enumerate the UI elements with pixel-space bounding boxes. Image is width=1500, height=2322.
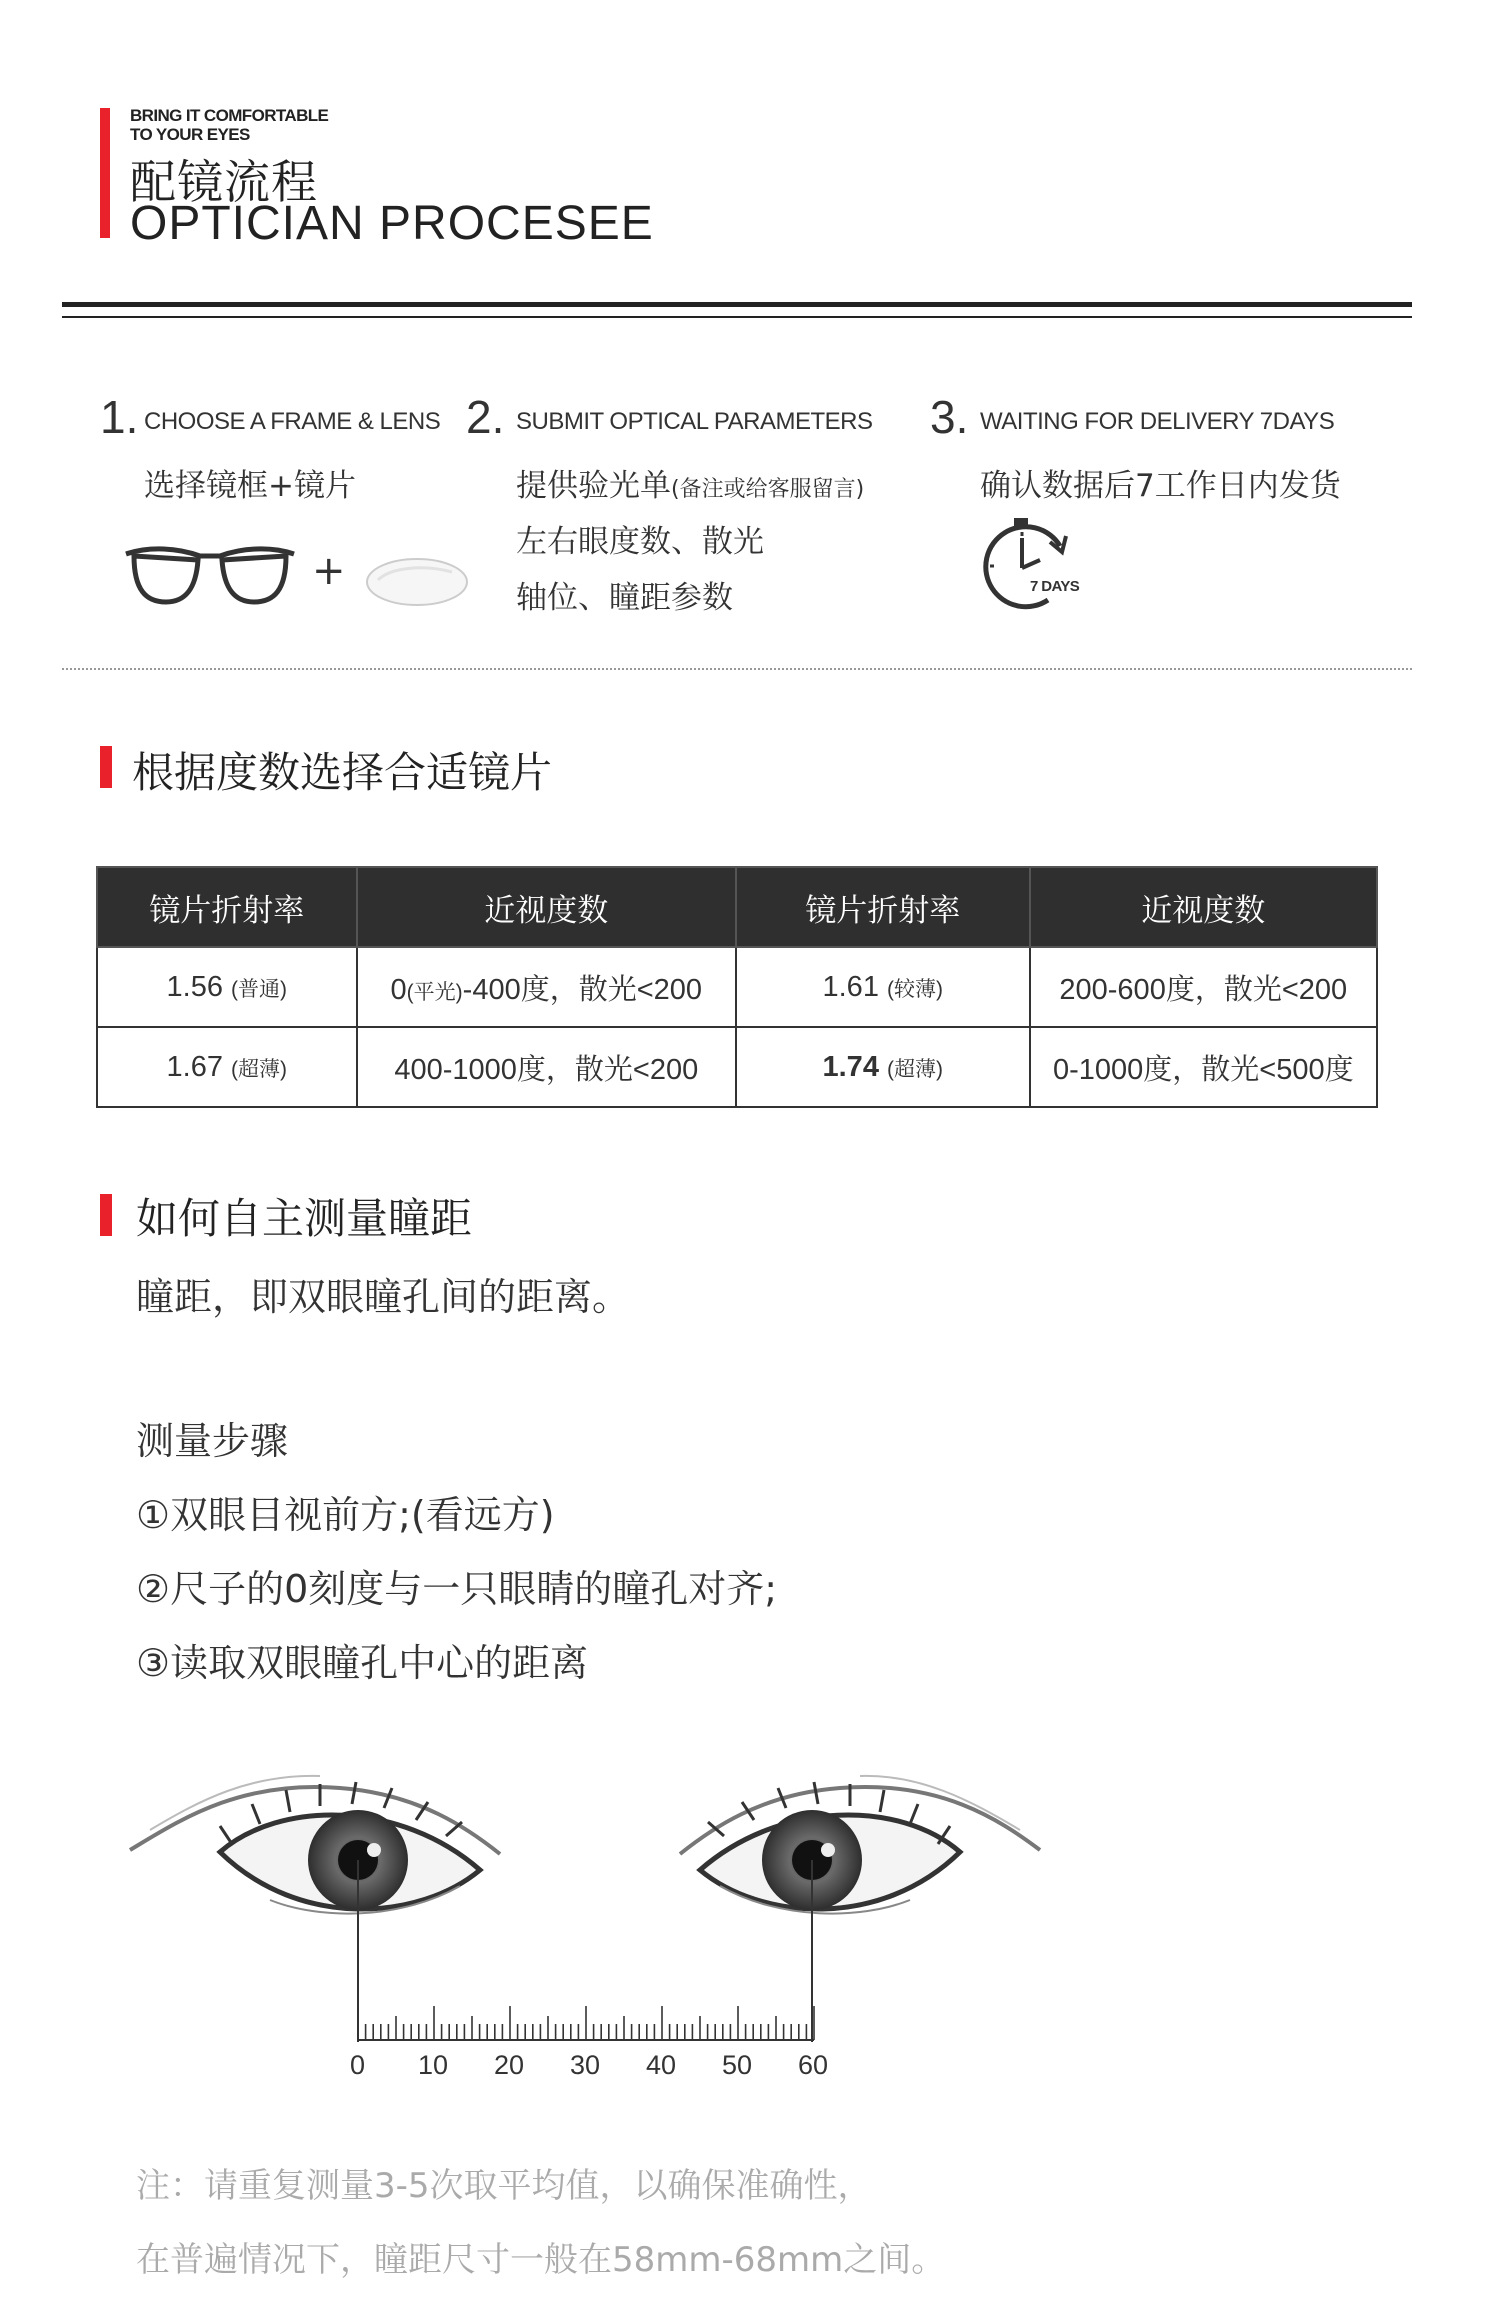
pd-section-accent — [100, 1194, 112, 1236]
clock-icon — [978, 516, 1088, 620]
pd-definition: 瞳距，即双眼瞳孔间的距离。 — [136, 1275, 631, 1319]
header-accent-bar — [100, 108, 110, 238]
lens-section-accent — [100, 746, 112, 788]
header-rule-thick — [62, 302, 1412, 307]
step-2-line-1-main: 提供验光单 — [516, 468, 671, 504]
ruler-label: 60 — [798, 2050, 829, 2080]
ruler-label: 30 — [570, 2050, 601, 2080]
lens-table-header — [97, 867, 1377, 947]
lens-table — [96, 866, 1378, 1108]
step-2-line-3: 轴位、瞳距参数 — [516, 580, 733, 616]
plus-sign: + — [312, 548, 346, 594]
header-rule-thin — [62, 316, 1412, 318]
step-1-line-1: 选择镜框+镜片 — [144, 468, 356, 504]
pd-step-3: ③读取双眼瞳孔中心的距离 — [136, 1641, 589, 1685]
table-row — [97, 947, 1377, 1027]
glasses-icon — [120, 540, 300, 614]
lens-section-title: 根据度数选择合适镜片 — [132, 748, 553, 797]
step-3-line-1: 确认数据后7工作日内发货 — [980, 468, 1341, 504]
header-title-cn: 配镜流程 — [130, 155, 318, 209]
ruler-label: 10 — [418, 2050, 449, 2080]
ruler-label: 20 — [494, 2050, 525, 2080]
table-row — [97, 1027, 1377, 1107]
lens-icon — [362, 554, 472, 614]
pd-step-1: ①双眼目视前方;(看远方) — [136, 1493, 555, 1537]
pd-note-2: 在普遍情况下，瞳距尺寸一般在58mm-68mm之间。 — [136, 2240, 946, 2280]
cell-index: 1.61 (较薄) — [736, 947, 1030, 1027]
right-eye-icon — [680, 1776, 1040, 1914]
cell-range: 0(平光)-400度，散光<200 — [357, 947, 736, 1027]
step-2 — [466, 390, 946, 630]
step-2-number: 2. — [466, 391, 505, 443]
header-tagline-1: BRING IT COMFORTABLE — [130, 106, 329, 125]
ruler-label: 0 — [350, 2050, 366, 2080]
ruler-label: 50 — [722, 2050, 753, 2080]
step-2-line-2: 左右眼度数、散光 — [516, 524, 764, 560]
step-3-number: 3. — [930, 391, 969, 443]
header-tagline-2: TO YOUR EYES — [130, 125, 250, 144]
cell-index: 1.74 (超薄) — [736, 1027, 1030, 1107]
pd-steps-title: 测量步骤 — [136, 1419, 289, 1463]
left-eye-icon — [130, 1776, 500, 1914]
cell-index: 1.56 (普通) — [97, 947, 357, 1027]
step-1-title: CHOOSE A FRAME & LENS — [144, 408, 441, 435]
clock-label: 7 DAYS — [1030, 578, 1080, 595]
header-title-en: OPTICIAN PROCESEE — [130, 197, 654, 250]
step-3-title: WAITING FOR DELIVERY 7DAYS — [980, 408, 1335, 435]
header-index-a: 镜片折射率 — [97, 867, 357, 947]
step-1 — [100, 390, 520, 630]
step-2-title: SUBMIT OPTICAL PARAMETERS — [516, 408, 873, 435]
pd-step-2: ②尺子的0刻度与一只眼睛的瞳孔对齐; — [136, 1567, 778, 1611]
pd-note-1: 注：请重复测量3-5次取平均值，以确保准确性， — [136, 2166, 872, 2206]
cell-range: 400-1000度，散光<200 — [357, 1027, 736, 1107]
step-1-number: 1. — [100, 391, 139, 443]
step-2-line-1 — [516, 460, 864, 505]
cell-range: 200-600度，散光<200 — [1030, 947, 1377, 1027]
header-index-b: 镜片折射率 — [736, 867, 1030, 947]
cell-range: 0-1000度，散光<500度 — [1030, 1027, 1377, 1107]
ruler-label: 40 — [646, 2050, 677, 2080]
step-2-line-1-note: (备注或给客服留言) — [671, 477, 865, 502]
pd-section-title: 如何自主测量瞳距 — [136, 1194, 473, 1243]
header-range-a: 近视度数 — [357, 867, 736, 947]
cell-index: 1.67 (超薄) — [97, 1027, 357, 1107]
header-range-b: 近视度数 — [1030, 867, 1377, 947]
step-3 — [930, 390, 1430, 630]
steps-divider — [62, 668, 1412, 670]
